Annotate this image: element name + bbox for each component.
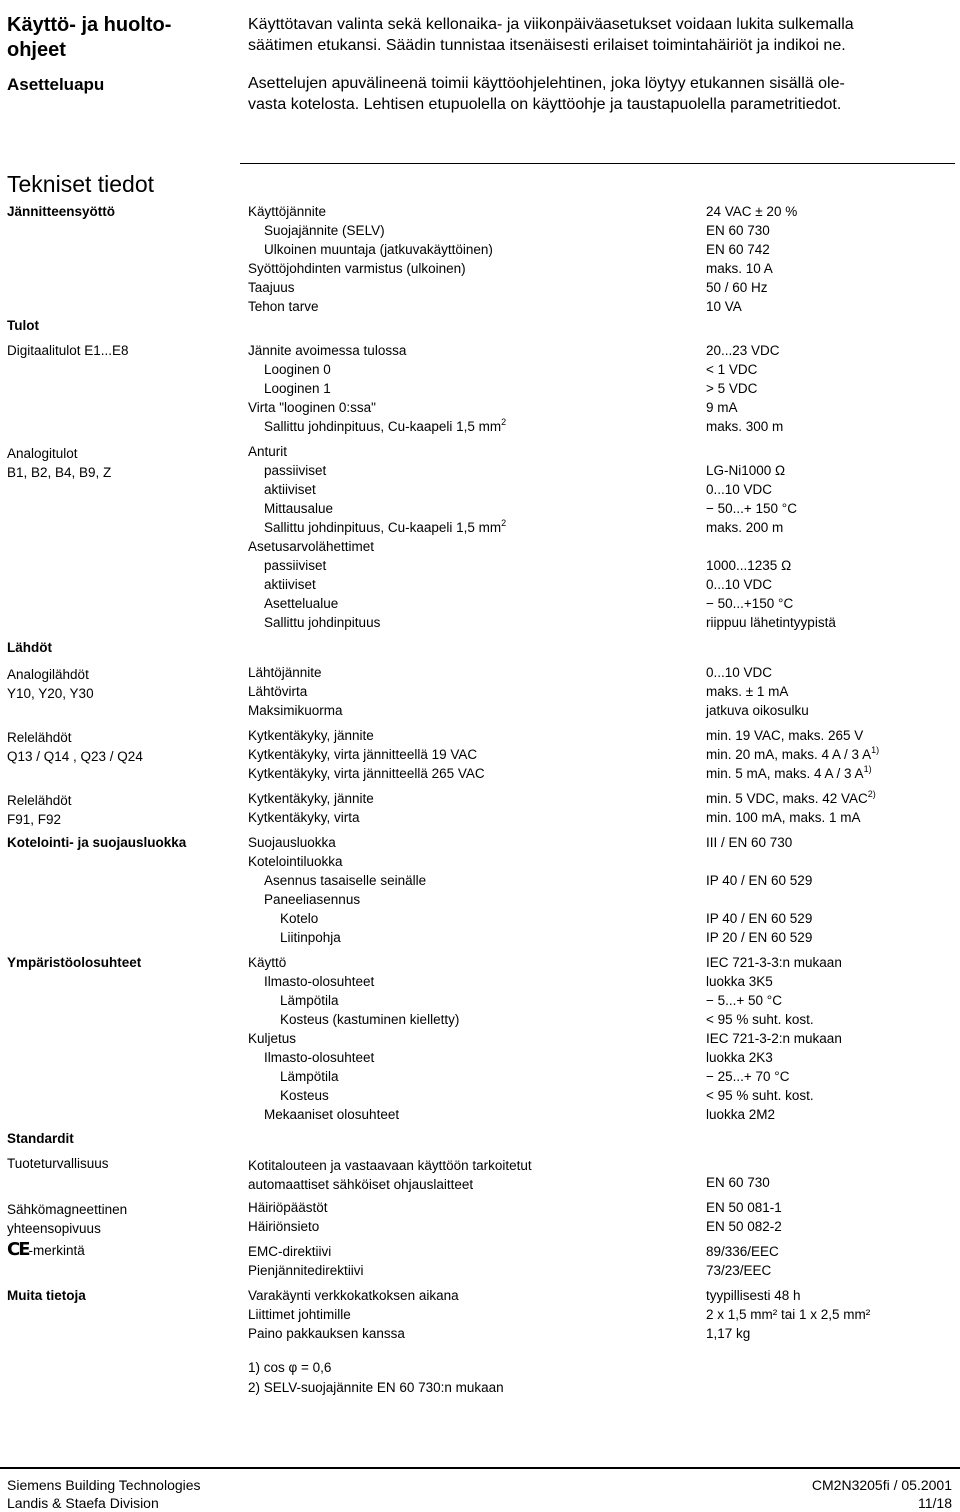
inputs-analog-rows-value: [706, 501, 797, 517]
spec-value-text: > 5 VDC: [706, 381, 758, 396]
footer-doc-id: CM2N3205fi / 05.2001: [811, 1477, 952, 1493]
power-rows-name: [264, 223, 385, 239]
inputs-digital-rows-name: [248, 400, 376, 416]
spec-name-text: aktiiviset: [264, 482, 316, 497]
inputs-digital-rows-value: [706, 381, 757, 397]
label-analog-outputs: [7, 665, 94, 703]
outputs-relay2-rows-name: [248, 791, 374, 807]
spec-name-text: EMC-direktiivi: [248, 1244, 332, 1259]
ce-mark-icon: CE: [7, 1239, 29, 1260]
misc-rows-value: [706, 1288, 801, 1304]
footnote-2: 2) SELV-suojajännite EN 60 730:n mukaan: [248, 1380, 504, 1395]
inputs-analog-rows-value: [706, 520, 783, 536]
spec-name-text: Kotelo: [280, 911, 319, 926]
spec-name-text: Asettelualue: [264, 596, 339, 611]
spec-value-text: EN 60 742: [706, 242, 770, 257]
misc-rows-name: [248, 1288, 459, 1304]
section-divider: [240, 163, 955, 164]
label-misc: Muita tietoja: [7, 1288, 86, 1303]
inputs-analog-rows-value: [706, 463, 785, 479]
inputs-digital-rows-name: [264, 419, 506, 435]
spec-name-text: Sallittu johdinpituus, Cu-kaapeli 1,5 mm: [264, 419, 502, 434]
inputs-analog-rows-name: [264, 501, 333, 517]
environment-rows-value: [706, 1088, 814, 1104]
spec-value-text: < 95 % suht. kost.: [706, 1088, 814, 1103]
spec-value-text: IEC 721-3-3:n mukaan: [706, 955, 842, 970]
environment-rows-name: [280, 993, 339, 1009]
footer-divider: [0, 1467, 960, 1469]
spec-name-text: Kytkentäkyky, jännite: [248, 791, 374, 806]
spec-name-text: Kytkentäkyky, jännite: [248, 728, 374, 743]
spec-value-text: LG-Ni1000 Ω: [706, 463, 786, 478]
outputs-analog-rows-name: [248, 665, 322, 681]
outputs-relay2-rows-value: [706, 791, 876, 807]
sub-line-2: vasta kotelosta. Lehtisen etupuolella on käyttöohje ja taustapuolella parametritiedot.: [248, 96, 842, 113]
housing-rows-value: [706, 873, 812, 889]
footer-company-l2: Landis & Staefa Division: [7, 1495, 159, 1511]
power-rows-value: [706, 242, 770, 258]
outputs-relay1-rows-value: [706, 766, 872, 782]
label-emc: [7, 1200, 127, 1238]
footnotes: [248, 1358, 504, 1398]
spec-value-text: − 25...+ 70 °C: [706, 1069, 790, 1084]
footer-page-number: 11/18: [918, 1495, 952, 1511]
intro-line-1: Käyttötavan valinta sekä kellonaika- ja viikonpäiväasetukset voidaan lukita sulkemalla: [248, 16, 854, 33]
inputs-digital-rows-value: [706, 343, 780, 359]
inputs-analog-rows-value: [706, 577, 772, 593]
superscript: 2: [501, 518, 507, 528]
spec-name-text: Lähtövirta: [248, 684, 308, 699]
spec-value-text: 0...10 VDC: [706, 665, 773, 680]
housing-rows-name: [280, 930, 341, 946]
footer-company-l1: Siemens Building Technologies: [7, 1477, 201, 1493]
spec-name-text: Virta "looginen 0:ssa": [248, 400, 376, 415]
label-product-safety: Tuoteturvallisuus: [7, 1156, 109, 1171]
safety-desc-l2: automaattiset sähköiset ohjauslaitteet: [248, 1177, 474, 1192]
standards-emc-rows-value: [706, 1200, 782, 1216]
environment-rows-value: [706, 1031, 842, 1047]
inputs-analog-rows-value: [706, 482, 772, 498]
spec-value-text: IP 40 / EN 60 529: [706, 873, 813, 888]
label-relay2-l1: Relelähdöt: [7, 793, 72, 808]
power-rows-name: [248, 299, 319, 315]
spec-name-text: Kuljetus: [248, 1031, 297, 1046]
spec-value-text: min. 19 VAC, maks. 265 V: [706, 728, 864, 743]
spec-value-text: − 5...+ 50 °C: [706, 993, 782, 1008]
spec-value-text: EN 50 082-2: [706, 1219, 782, 1234]
spec-name-text: Häiriönsieto: [248, 1219, 320, 1234]
inputs-analog-rows-name: [264, 577, 316, 593]
spec-value-text: < 95 % suht. kost.: [706, 1012, 814, 1027]
standards-emc-rows-value: [706, 1219, 782, 1235]
environment-rows-value: [706, 1107, 775, 1123]
spec-name-text: Kytkentäkyky, virta: [248, 810, 360, 825]
spec-value-text: EN 50 081-1: [706, 1200, 782, 1215]
spec-name-text: Sallittu johdinpituus, Cu-kaapeli 1,5 mm: [264, 520, 502, 535]
inputs-analog-rows-value: [706, 596, 793, 612]
label-emc-l2: yhteensopivuus: [7, 1221, 101, 1236]
superscript: 2: [501, 417, 507, 427]
spec-name-text: Looginen 0: [264, 362, 331, 377]
spec-value-text: 20...23 VDC: [706, 343, 780, 358]
environment-rows-name: [248, 1031, 296, 1047]
label-emc-l1: Sähkömagneettinen: [7, 1202, 128, 1217]
misc-rows-value: [706, 1307, 870, 1323]
spec-value-text: IEC 721-3-2:n mukaan: [706, 1031, 842, 1046]
outputs-analog-rows-name: [248, 684, 307, 700]
spec-value-text: 1,17 kg: [706, 1326, 751, 1341]
spec-value-text: EN 60 730: [706, 223, 770, 238]
tech-title: Tekniset tiedot: [7, 171, 155, 197]
spec-name-text: Taajuus: [248, 280, 295, 295]
inputs-digital-rows-value: [706, 362, 757, 378]
housing-rows-value: [706, 835, 792, 851]
section-title-line-1: Käyttö- ja huolto-: [7, 14, 172, 36]
environment-rows-value: [706, 993, 782, 1009]
sub-line-1: Asettelujen apuvälineenä toimii käyttöohjelehtinen, joka löytyy etukannen sisällä ole-: [248, 75, 845, 92]
housing-rows-name: [280, 911, 318, 927]
spec-name-text: Anturit: [248, 444, 288, 459]
standards-emc-rows-name: [248, 1219, 319, 1235]
spec-name-text: Kosteus: [280, 1088, 329, 1103]
label-analog-outputs-l2: Y10, Y20, Y30: [7, 686, 94, 701]
label-analog-inputs: [7, 444, 111, 482]
spec-name-text: Tehon tarve: [248, 299, 319, 314]
spec-name-text: Ulkoinen muuntaja (jatkuvakäyttöinen): [264, 242, 493, 257]
environment-rows-value: [706, 1050, 773, 1066]
environment-rows-name: [280, 1012, 459, 1028]
ce-label: -merkintä: [28, 1243, 85, 1258]
standards-emc-rows-name: [248, 1200, 328, 1216]
label-analog-outputs-l1: Analogilähdöt: [7, 667, 89, 682]
standards-ce-rows-value: [706, 1263, 771, 1279]
spec-value-text: min. 100 mA, maks. 1 mA: [706, 810, 861, 825]
housing-rows-name: [248, 854, 343, 870]
spec-value-text: 0...10 VDC: [706, 482, 773, 497]
label-outputs: Lähdöt: [7, 640, 52, 655]
footer-docinfo: [812, 1476, 952, 1512]
inputs-digital-rows-name: [264, 381, 331, 397]
power-rows-name: [248, 204, 326, 220]
housing-rows-name: [264, 892, 360, 908]
spec-value-text: maks. 300 m: [706, 419, 784, 434]
spec-value-text: 50 / 60 Hz: [706, 280, 768, 295]
safety-description: [248, 1156, 532, 1194]
inputs-digital-rows-name: [248, 343, 406, 359]
spec-value-text: 2 x 1,5 mm² tai 1 x 2,5 mm²: [706, 1307, 871, 1322]
inputs-digital-rows-value: [706, 419, 783, 435]
spec-name-text: Kytkentäkyky, virta jännitteellä 265 VAC: [248, 766, 485, 781]
outputs-analog-rows-value: [706, 684, 788, 700]
spec-name-text: Käyttöjännite: [248, 204, 327, 219]
power-rows-value: [706, 223, 770, 239]
footnote-ref: 1): [871, 745, 880, 755]
power-rows-name: [248, 280, 295, 296]
spec-value-text: tyypillisesti 48 h: [706, 1288, 801, 1303]
spec-value-text: IP 40 / EN 60 529: [706, 911, 813, 926]
safety-desc-l1: Kotitalouteen ja vastaavaan käyttöön tarkoitetut: [248, 1158, 532, 1173]
inputs-analog-rows-name: [264, 482, 316, 498]
misc-rows-name: [248, 1307, 351, 1323]
label-relay-outputs-2: [7, 791, 72, 829]
spec-name-text: Kosteus (kastuminen kielletty): [280, 1012, 460, 1027]
housing-rows-value: [706, 930, 812, 946]
outputs-relay1-rows-name: [248, 766, 485, 782]
spec-name-text: Pienjännitedirektiivi: [248, 1263, 364, 1278]
spec-name-text: Paneeliasennus: [264, 892, 361, 907]
housing-rows-name: [248, 835, 336, 851]
spec-value-text: 0...10 VDC: [706, 577, 773, 592]
spec-value-text: min. 20 mA, maks. 4 A / 3 A: [706, 747, 872, 762]
spec-name-text: Asennus tasaiselle seinälle: [264, 873, 427, 888]
outputs-relay2-rows-name: [248, 810, 360, 826]
label-inputs: Tulot: [7, 318, 39, 333]
spec-value-text: luokka 3K5: [706, 974, 773, 989]
housing-rows-name: [264, 873, 426, 889]
outputs-relay1-rows-name: [248, 728, 374, 744]
spec-name-text: Mekaaniset olosuhteet: [264, 1107, 400, 1122]
environment-rows-name: [280, 1088, 329, 1104]
spec-name-text: Kotelointiluokka: [248, 854, 343, 869]
spec-name-text: Suojausluokka: [248, 835, 336, 850]
environment-rows-name: [264, 1050, 374, 1066]
inputs-analog-rows-name: [264, 596, 338, 612]
power-rows-name: [248, 261, 466, 277]
spec-name-text: Liitinpohja: [280, 930, 341, 945]
label-relay2-l2: F91, F92: [7, 812, 62, 827]
spec-value-text: III / EN 60 730: [706, 835, 793, 850]
standards-ce-rows-name: [248, 1263, 364, 1279]
subtitle: Asetteluapu: [7, 75, 105, 94]
inputs-analog-rows-value: [706, 558, 791, 574]
spec-name-text: Liittimet johtimille: [248, 1307, 351, 1322]
spec-name-text: Lähtöjännite: [248, 665, 322, 680]
intro-paragraph: [248, 14, 854, 56]
environment-rows-value: [706, 1069, 789, 1085]
spec-value-text: maks. 10 A: [706, 261, 773, 276]
label-standards: Standardit: [7, 1131, 74, 1146]
spec-name-text: Ilmasto-olosuhteet: [264, 1050, 375, 1065]
spec-value-text: riippuu lähetintyypistä: [706, 615, 836, 630]
spec-name-text: Paino pakkauksen kanssa: [248, 1326, 405, 1341]
power-rows-name: [264, 242, 493, 258]
spec-value-text: min. 5 VDC, maks. 42 VAC: [706, 791, 868, 806]
standards-ce-rows-value: [706, 1244, 779, 1260]
power-rows-value: [706, 299, 742, 315]
environment-rows-name: [248, 955, 286, 971]
power-rows-value: [706, 280, 768, 296]
environment-rows-name: [280, 1069, 339, 1085]
spec-name-text: Lämpötila: [280, 1069, 339, 1084]
label-environment: Ympäristöolosuhteet: [7, 955, 142, 970]
label-ce-marking: [7, 1239, 85, 1260]
footer-company: [7, 1476, 201, 1512]
label-analog-inputs-l2: B1, B2, B4, B9, Z: [7, 465, 112, 480]
spec-name-text: Kytkentäkyky, virta jännitteellä 19 VAC: [248, 747, 478, 762]
inputs-digital-rows-value: [706, 400, 738, 416]
inputs-analog-rows-name: [264, 615, 380, 631]
environment-rows-name: [264, 974, 374, 990]
housing-rows-value: [706, 911, 812, 927]
label-housing: Kotelointi- ja suojausluokka: [7, 835, 187, 850]
label-analog-inputs-l1: Analogitulot: [7, 446, 78, 461]
spec-value-text: maks. 200 m: [706, 520, 784, 535]
spec-name-text: passiiviset: [264, 463, 327, 478]
label-digital-inputs: Digitaalitulot E1...E8: [7, 343, 129, 358]
spec-value-text: jatkuva oikosulku: [706, 703, 809, 718]
spec-value-text: < 1 VDC: [706, 362, 758, 377]
misc-rows-name: [248, 1326, 405, 1342]
inputs-digital-rows-name: [264, 362, 331, 378]
spec-value-text: IP 20 / EN 60 529: [706, 930, 813, 945]
inputs-analog-rows-value: [706, 615, 836, 631]
sub-paragraph: [248, 73, 845, 115]
spec-value-text: 73/23/EEC: [706, 1263, 772, 1278]
intro-line-2: säätimen etukansi. Säädin tunnistaa itsenäisesti erilaiset toimintahäiriöt ja indikoi ne.: [248, 37, 846, 54]
section-title-line-2: ohjeet: [7, 39, 66, 61]
label-relay1-l1: Relelähdöt: [7, 730, 72, 745]
outputs-analog-rows-name: [248, 703, 343, 719]
spec-name-text: Syöttöjohdinten varmistus (ulkoinen): [248, 261, 466, 276]
label-relay-outputs-1: [7, 728, 143, 766]
power-rows-value: [706, 261, 773, 277]
spec-name-text: aktiiviset: [264, 577, 316, 592]
outputs-relay1-rows-value: [706, 728, 863, 744]
environment-rows-value: [706, 974, 773, 990]
footnote-ref: 1): [863, 764, 872, 774]
outputs-analog-rows-value: [706, 665, 772, 681]
standards-ce-rows-name: [248, 1244, 331, 1260]
misc-rows-value: [706, 1326, 750, 1342]
safety-value: EN 60 730: [706, 1175, 770, 1190]
label-relay1-l2: Q13 / Q14 , Q23 / Q24: [7, 749, 143, 764]
inputs-analog-rows-name: [248, 444, 287, 460]
spec-value-text: 1000...1235 Ω: [706, 558, 792, 573]
environment-rows-name: [264, 1107, 399, 1123]
footnote-1: 1) cos φ = 0,6: [248, 1360, 332, 1375]
inputs-analog-rows-name: [264, 463, 326, 479]
spec-value-text: 10 VA: [706, 299, 742, 314]
spec-name-text: Looginen 1: [264, 381, 331, 396]
inputs-analog-rows-name: [264, 558, 326, 574]
spec-value-text: − 50...+ 150 °C: [706, 501, 797, 516]
outputs-relay1-rows-name: [248, 747, 477, 763]
spec-value-text: 24 VAC ± 20 %: [706, 204, 798, 219]
environment-rows-value: [706, 1012, 814, 1028]
footnote-ref: 2): [867, 789, 876, 799]
outputs-relay1-rows-value: [706, 747, 879, 763]
environment-rows-value: [706, 955, 842, 971]
spec-name-text: passiiviset: [264, 558, 327, 573]
spec-value-text: luokka 2M2: [706, 1107, 776, 1122]
spec-value-text: − 50...+150 °C: [706, 596, 794, 611]
spec-name-text: Käyttö: [248, 955, 287, 970]
spec-name-text: Lämpötila: [280, 993, 339, 1008]
power-rows-value: [706, 204, 797, 220]
spec-name-text: Häiriöpäästöt: [248, 1200, 328, 1215]
label-power: Jännitteensyöttö: [7, 204, 116, 219]
outputs-analog-rows-value: [706, 703, 809, 719]
inputs-analog-rows-name: [264, 520, 506, 536]
spec-name-text: Varakäynti verkkokatkoksen aikana: [248, 1288, 459, 1303]
outputs-relay2-rows-value: [706, 810, 861, 826]
spec-value-text: 9 mA: [706, 400, 738, 415]
spec-name-text: Maksimikuorma: [248, 703, 343, 718]
spec-name-text: Suojajännite (SELV): [264, 223, 385, 238]
spec-value-text: maks. ± 1 mA: [706, 684, 789, 699]
spec-value-text: luokka 2K3: [706, 1050, 773, 1065]
section-title: [7, 13, 171, 63]
spec-value-text: 89/336/EEC: [706, 1244, 779, 1259]
spec-name-text: Mittausalue: [264, 501, 334, 516]
inputs-analog-rows-name: [248, 539, 374, 555]
spec-name-text: Asetusarvolähettimet: [248, 539, 375, 554]
spec-name-text: Jännite avoimessa tulossa: [248, 343, 407, 358]
spec-value-text: min. 5 mA, maks. 4 A / 3 A: [706, 766, 864, 781]
spec-name-text: Ilmasto-olosuhteet: [264, 974, 375, 989]
spec-name-text: Sallittu johdinpituus: [264, 615, 381, 630]
